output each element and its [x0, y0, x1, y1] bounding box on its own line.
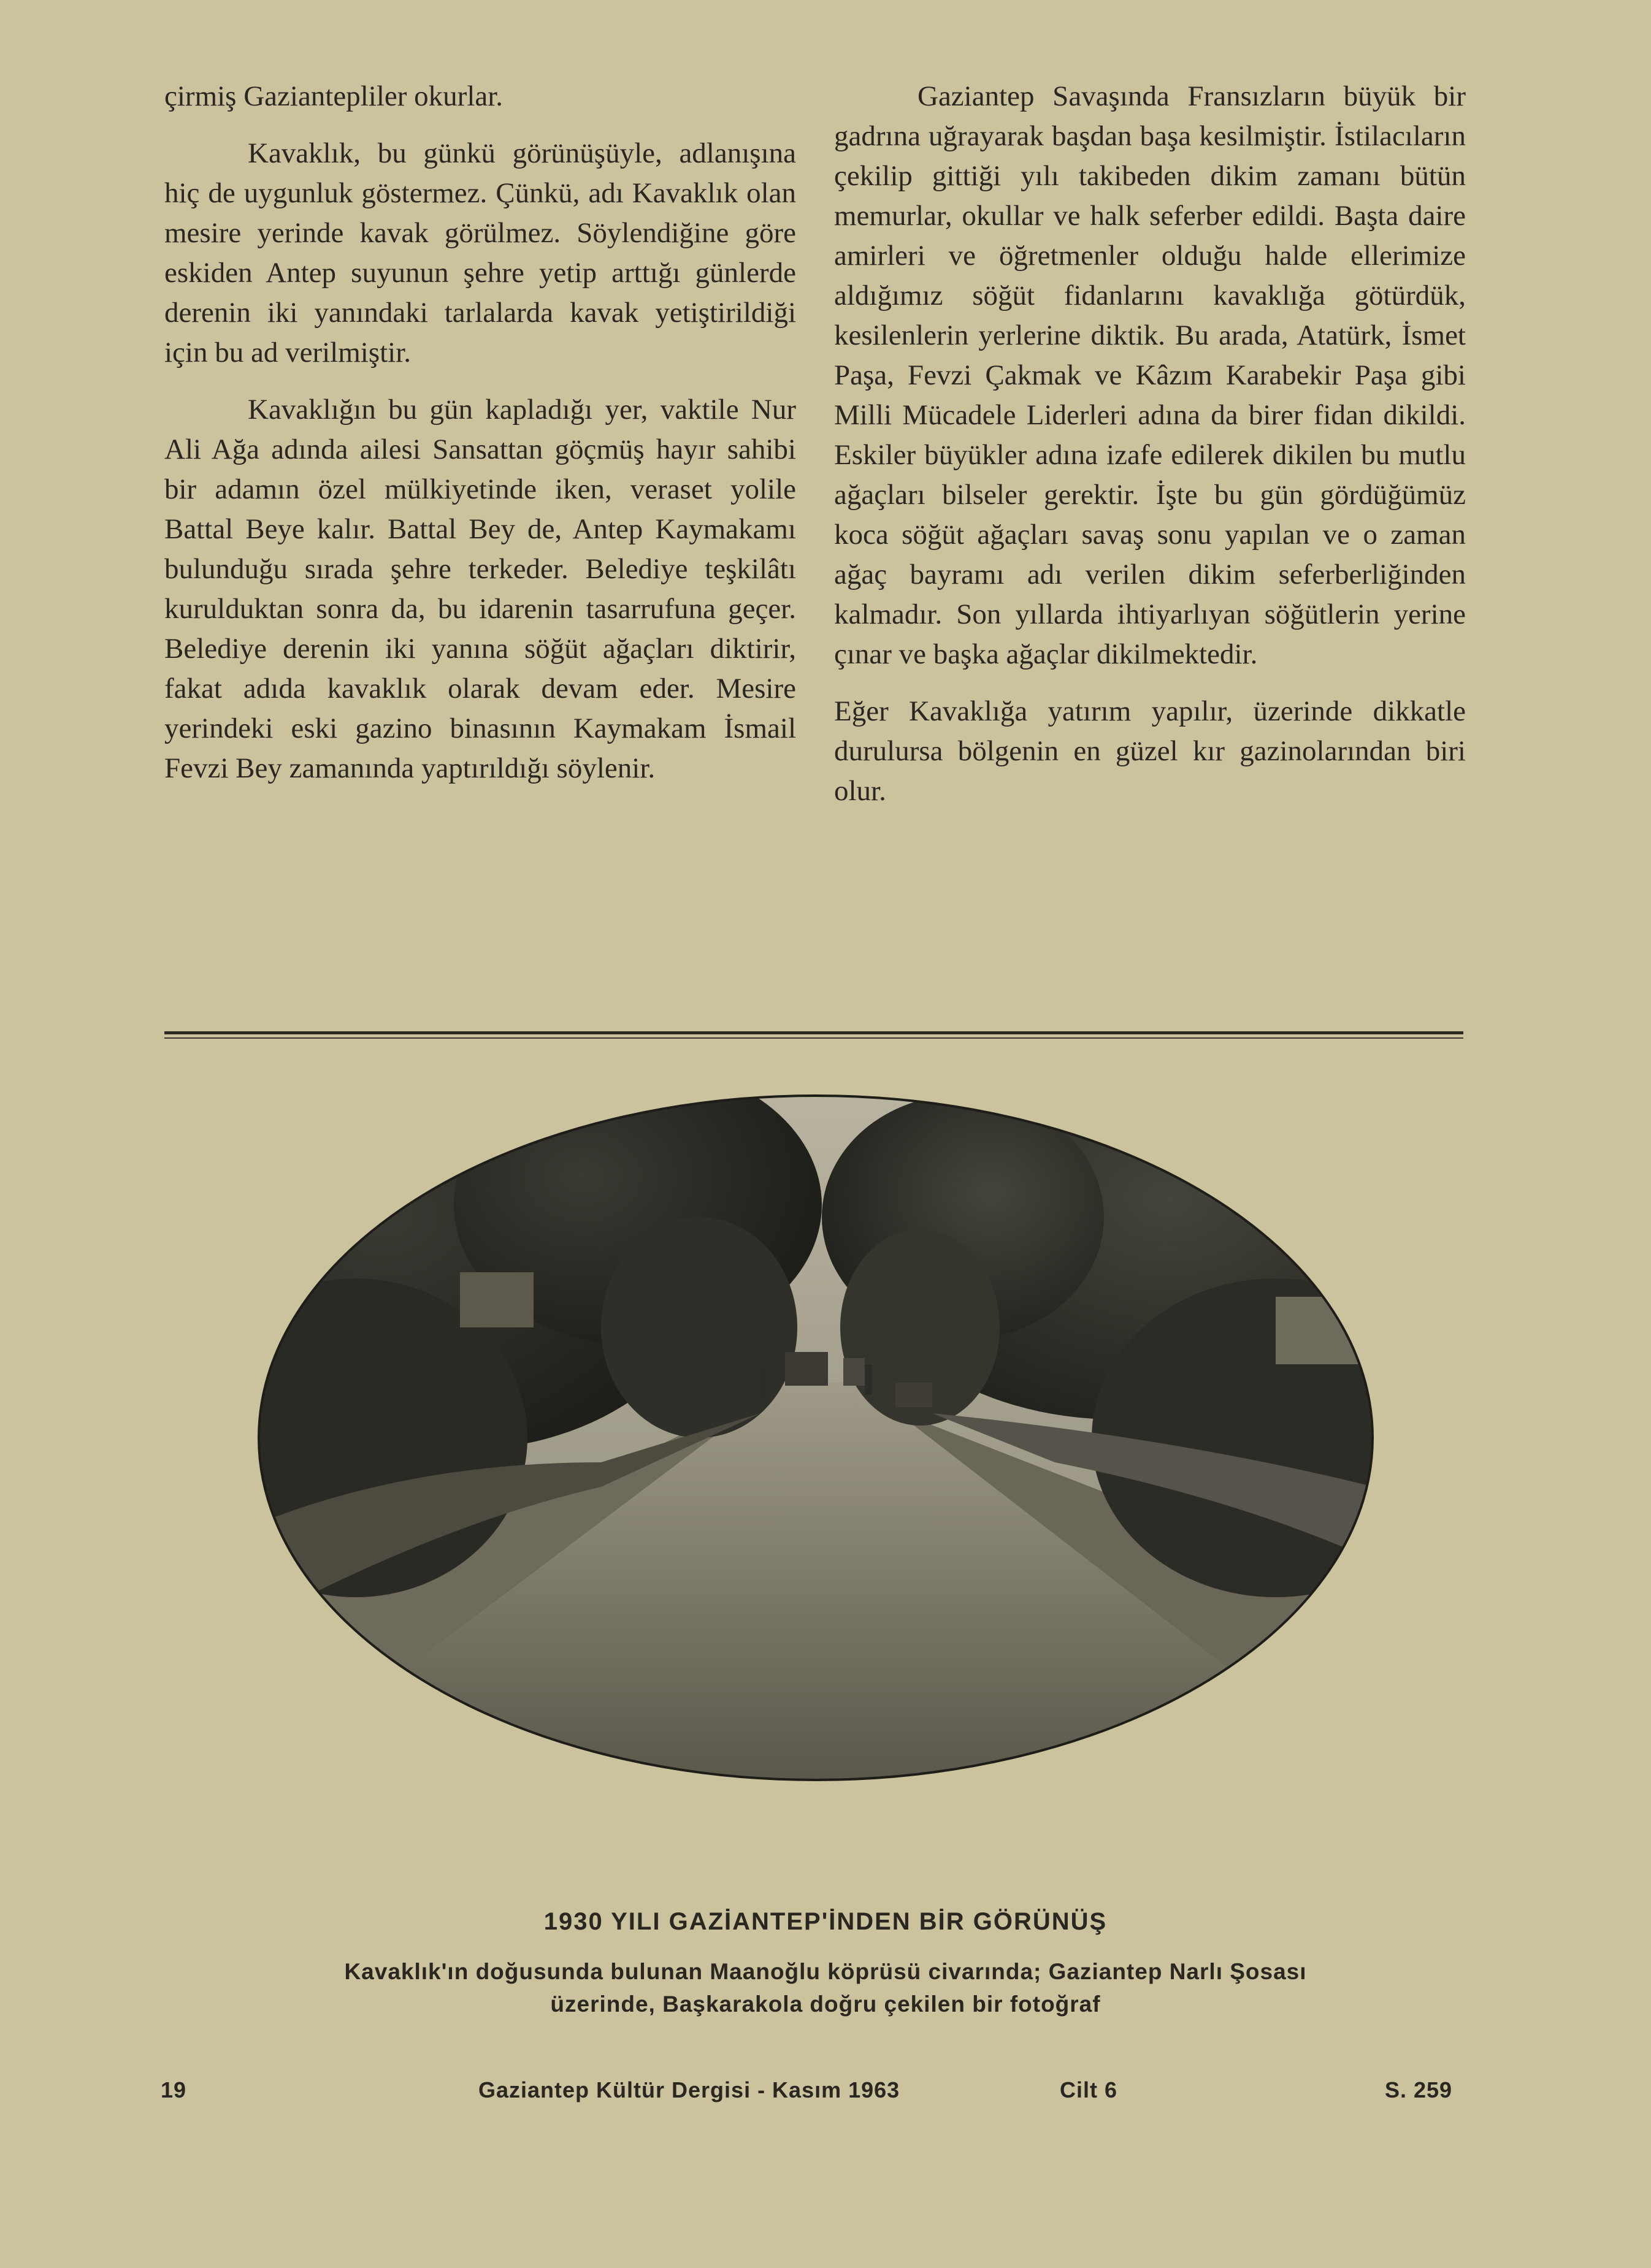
left-column [164, 77, 796, 806]
footer-magazine-title: Gaziantep Kültür Dergisi - Kasım 1963 [478, 2077, 900, 2102]
left-paragraph-2: Kavaklık, bu günkü görünüşüyle, adlanışına hiç de uygunluk göstermez. Çünkü, adı Kavaklık olan mesire yerinde kavak görülmez. Söylendiğine göre eskiden Antep suyunun şehre yetip arttığı günlerde derenin iki yanındaki tarlalarda kavak yetiştirildiği için bu ad verilmiştir. [164, 137, 796, 368]
footer-page-reference: S. 259 [1385, 2077, 1453, 2102]
photo-caption-line-1: Kavaklık'ın doğusunda bulunan Maanoğlu köprüsü civarında; Gaziantep Narlı Şosası [344, 1959, 1307, 1984]
footer-volume: Cilt 6 [1060, 2077, 1118, 2102]
left-paragraph-1: çirmiş Gaziantepliler okurlar. [164, 80, 504, 112]
right-paragraph-2: Eğer Kavaklığa yatırım yapılır, üzerinde dikkatle durulursa bölgenin en güzel kır gazinolarından biri olur. [834, 695, 1466, 807]
section-divider-thin [164, 1037, 1463, 1039]
photograph-image [258, 1094, 1374, 1781]
footer-page-number: 19 [161, 2077, 187, 2102]
left-paragraph-3: Kavaklığın bu gün kapladığı yer, vaktile Nur Ali Ağa adında ailesi Sansattan göçmüş hayır sahibi bir adamın özel mülkiyetinde iken, veraset yolile Battal Beye kalır. Battal Bey de, Antep Kaymakamı bulunduğu sırada şehre terkeder. Belediye teşkilâtı kurulduktan sonra da, bu idarenin tasarrufuna geçer. Belediye derenin iki yanına söğüt ağaçları diktirir, fakat adıda kavaklık olarak devam eder. Mesire yerindeki eski gazino binasının Kaymakam İsmail Fevzi Bey zamanında yaptırıldığı söylenir. [164, 394, 796, 784]
right-paragraph-1: Gaziantep Savaşında Fransızların büyük bir gadrına uğrayarak başdan başa kesilmiştir. İstilacıların çekilip gittiği yılı takibeden dikim zamanı bütün memurlar, okullar ve halk seferber edildi. Başta daire amirleri ve öğretmenler olduğu halde ellerimize aldığımız söğüt fidanlarını kavaklığa götürdük, kesilenlerin yerlerine diktik. Bu arada, Atatürk, İsmet Paşa, Fevzi Çakmak ve Kâzım Karabekir Paşa gibi Milli Mücadele Liderleri adına da birer fidan dikildi. Eskiler büyükler adına izafe edilerek dikilen bu mutlu ağaçları bilseler gerektir. İşte bu gün gördüğümüz koca söğüt ağaçları savaş sonu yapılan ve o zaman ağaç bayramı adı verilen dikim seferberliğinden kalmadır. Son yıllarda ihtiyarlıyan söğütlerin yerine çınar ve başka ağaçlar dikilmektedir. [834, 80, 1466, 670]
right-column [834, 77, 1466, 828]
photo-caption-line-2: üzerinde, Başkarakola doğru çekilen bir fotoğraf [550, 1991, 1101, 2017]
section-divider [164, 1031, 1463, 1034]
oval-photograph [258, 1094, 1374, 1781]
photo-caption-title: 1930 YILI GAZİANTEP'İNDEN BİR GÖRÜNÜŞ [543, 1908, 1108, 1935]
